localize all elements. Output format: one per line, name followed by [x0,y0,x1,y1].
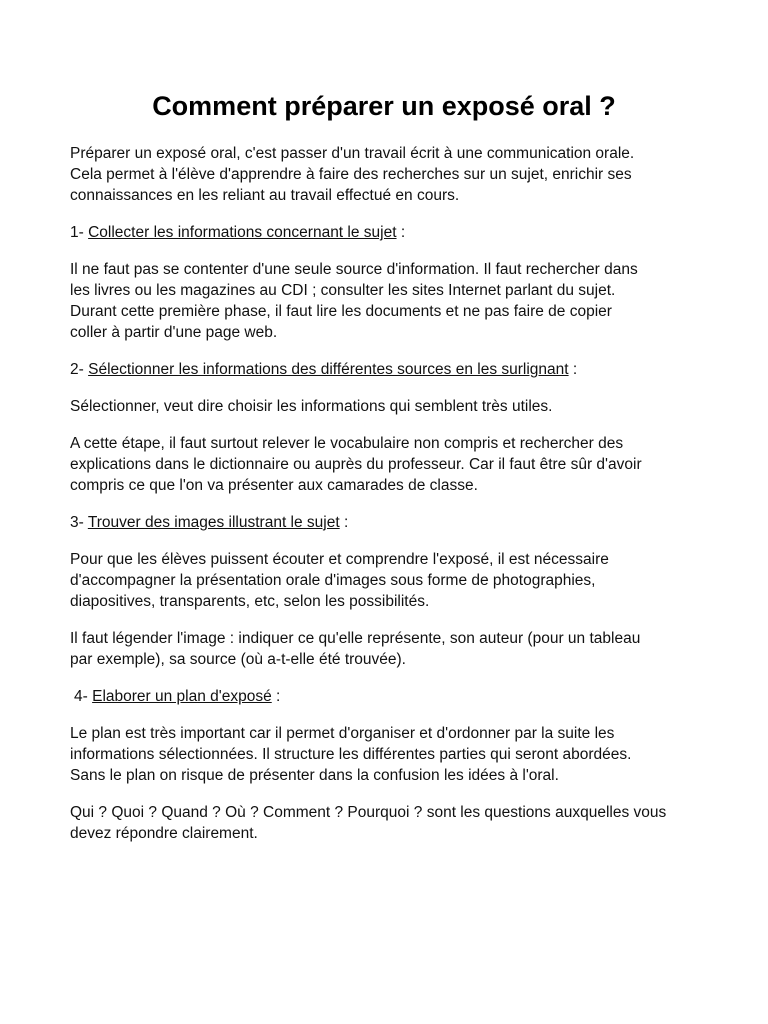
section-heading-text: Sélectionner les informations des différentes sources en les surlignant [88,361,569,378]
section-heading-4 [70,686,710,707]
section-number: 3- [70,514,84,531]
text-line: d'accompagner la présentation orale d'images sous forme de photographies, [70,572,596,589]
text-line: coller à partir d'une page web. [70,324,278,341]
text-line: informations sélectionnées. Il structure les différentes parties qui seront abordées. [70,746,632,763]
text-line: Cela permet à l'élève d'apprendre à faire des recherches sur un sujet, enrichir ses [70,166,632,183]
page-title: Comment préparer un exposé oral ? [152,91,616,121]
text-line: Pour que les élèves puissent écouter et comprendre l'exposé, il est nécessaire [70,551,609,568]
section-4-paragraph-1 [70,723,710,786]
section-heading-suffix: : [276,688,281,705]
text-line: Sélectionner, veut dire choisir les informations qui semblent très utiles. [70,398,553,415]
text-line: explications dans le dictionnaire ou auprès du professeur. Car il faut être sûr d'avoir [70,456,642,473]
section-number: 1- [70,224,84,241]
section-number: 2- [70,361,84,378]
text-line: Il ne faut pas se contenter d'une seule source d'information. Il faut rechercher dans [70,261,638,278]
text-line: diapositives, transparents, etc, selon les possibilités. [70,593,430,610]
section-4-paragraph-2 [70,802,710,844]
text-line: devez répondre clairement. [70,825,258,842]
text-line: Qui ? Quoi ? Quand ? Où ? Comment ? Pourquoi ? sont les questions auxquelles vous [70,804,667,821]
text-line: compris ce que l'on va présenter aux camarades de classe. [70,477,478,494]
section-heading-2 [70,359,710,380]
text-line: Durant cette première phase, il faut lire les documents et ne pas faire de copier [70,303,612,320]
text-line: A cette étape, il faut surtout relever le vocabulaire non compris et rechercher des [70,435,624,452]
section-number: 4- [74,688,88,705]
intro-paragraph [70,143,710,206]
text-line: Sans le plan on risque de présenter dans la confusion les idées à l'oral. [70,767,559,784]
text-line: par exemple), sa source (où a-t-elle été trouvée). [70,651,406,668]
section-heading-text: Elaborer un plan d'exposé [92,688,272,705]
document-body [70,143,710,860]
section-1-paragraph [70,259,710,343]
section-heading-3 [70,512,710,533]
section-heading-text: Collecter les informations concernant le sujet [88,224,397,241]
section-2-paragraph-2 [70,433,710,496]
section-heading-suffix: : [343,514,349,531]
text-line: Préparer un exposé oral, c'est passer d'un travail écrit à une communication orale. [70,145,635,162]
section-heading-suffix: : [572,361,578,378]
section-3-paragraph-2 [70,628,710,670]
section-heading-text: Trouver des images illustrant le sujet [87,514,340,531]
text-line: les livres ou les magazines au CDI ; consulter les sites Internet parlant du sujet. [70,282,616,299]
text-line: Il faut légender l'image : indiquer ce qu'elle représente, son auteur (pour un tableau [70,630,641,647]
text-line: Le plan est très important car il permet d'organiser et d'ordonner par la suite les [70,725,615,742]
section-3-paragraph-1 [70,549,710,612]
section-heading-suffix: : [400,224,406,241]
section-2-paragraph-1 [70,396,710,417]
text-line: connaissances en les reliant au travail effectué en cours. [70,187,460,204]
section-heading-1 [70,222,710,243]
